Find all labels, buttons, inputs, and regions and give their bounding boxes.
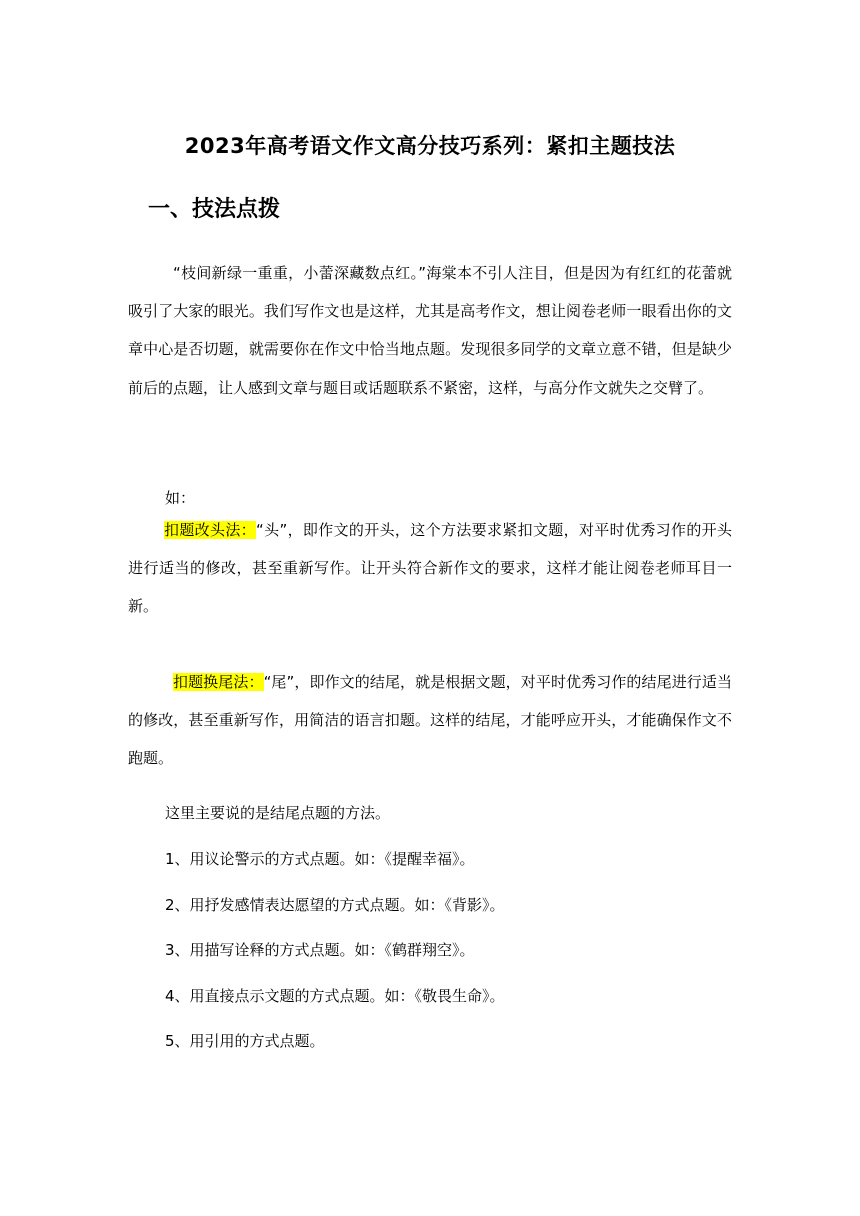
document-title: 2023年高考语文作文高分技巧系列：紧扣主题技法: [184, 134, 676, 158]
example-intro: 如：: [165, 489, 196, 507]
list-item: 4、用直接点示文题的方式点题。如：《敬畏生命》。: [165, 987, 505, 1005]
list-item: 3、用描写诠释的方式点题。如：《鹤群翔空》。: [165, 941, 475, 959]
section-heading: 一、技法点拨: [148, 197, 281, 222]
list-item: 1、用议论警示的方式点题。如：《提醒幸福》。: [165, 850, 475, 868]
method-2-label: 扣题换尾法：: [173, 673, 264, 691]
method-2-text: “尾”，即作文的结尾，就是根据文题，对平时优秀习作的结尾进行适当的修改，甚至重新写作，用简洁的语言扣题。这样的结尾，才能呼应开头，才能确保作文不跑题。: [128, 673, 732, 768]
method-1-text: “头”，即作文的开头，这个方法要求紧扣文题，对平时优秀习作的开头进行适当的修改，甚至重新写作。让开头符合新作文的要求，这样才能让阅卷老师耳目一新。: [128, 521, 732, 616]
method-2-paragraph: [128, 663, 732, 778]
method-1-label: 扣题改头法：: [164, 521, 257, 539]
focus-line: 这里主要说的是结尾点题的方法。: [165, 804, 391, 822]
method-1-paragraph: [128, 511, 732, 626]
list-item: 5、用引用的方式点题。: [165, 1032, 325, 1050]
intro-paragraph: “枝间新绿一重重，小蕾深藏数点红。”海棠本不引人注目，但是因为有红红的花蕾就吸引了大家的眼光。我们写作文也是这样，尤其是高考作文，想让阅卷老师一眼看出你的文章中心是否切题，就需要你在作文中恰当地点题。发现很多同学的文章立意不错，但是缺少前后的点题，让人感到文章与题目或话题联系不紧密，这样，与高分作文就失之交臂了。: [128, 264, 732, 397]
list-item: 2、用抒发感情表达愿望的方式点题。如：《背影》。: [165, 896, 505, 914]
